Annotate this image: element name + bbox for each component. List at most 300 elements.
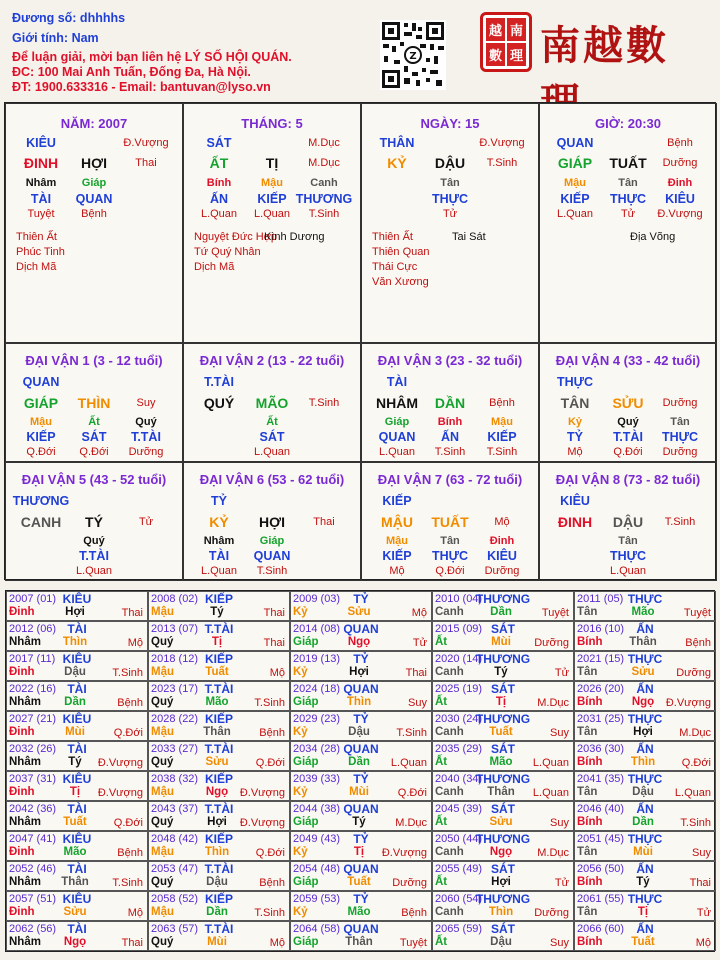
year-life-stage: Q.Đới bbox=[397, 787, 427, 799]
dai-van-life-stage: Suy bbox=[136, 397, 156, 409]
year-life-stage: Suy bbox=[550, 937, 569, 949]
year-cell[interactable]: 2028 (22) KIẾP Mậu Thân Bệnh bbox=[148, 711, 290, 741]
year-stem: Tân bbox=[577, 786, 598, 798]
pillar-cell[interactable] bbox=[5, 103, 183, 343]
dai-van-hidden-stem: Tân bbox=[618, 535, 638, 547]
dai-van-branch: TÝ bbox=[85, 514, 103, 530]
dai-van-hidden-stem: Kỷ bbox=[567, 416, 583, 428]
seal-icon: 越 南 數 理 bbox=[480, 12, 532, 72]
year-life-stage: Mộ bbox=[127, 907, 143, 919]
heavenly-stem: ĐINH bbox=[23, 155, 59, 171]
year-branch: Tý bbox=[210, 606, 224, 618]
year-branch: Dậu bbox=[490, 936, 512, 948]
qr-code-icon[interactable] bbox=[380, 20, 446, 90]
dai-van-hidden-god: ẤN bbox=[440, 430, 460, 444]
year-label: 2017 (11) bbox=[9, 653, 56, 665]
dai-van-title: ĐẠI VẬN 6 (53 - 62 tuổi) bbox=[199, 472, 345, 487]
year-label: 2030 (24) bbox=[435, 713, 483, 725]
year-cell[interactable]: 2064 (58) QUAN Giáp Thân Tuyệt bbox=[290, 921, 432, 951]
year-label: 2038 (32) bbox=[151, 773, 199, 785]
year-label: 2029 (23) bbox=[293, 713, 341, 725]
year-cell[interactable]: 2044 (38) QUAN Giáp Tý M.Dục bbox=[290, 801, 432, 831]
year-label: 2027 (21) bbox=[9, 713, 57, 725]
year-branch: Thìn bbox=[488, 906, 514, 918]
year-branch: Ngọ bbox=[205, 786, 229, 798]
year-cell[interactable]: 2053 (47) T.TÀI Quý Dậu Bệnh bbox=[148, 861, 290, 891]
year-branch: Hợi bbox=[207, 816, 227, 828]
year-cell[interactable]: 2023 (17) T.TÀI Quý Mão T.Sinh bbox=[148, 681, 290, 711]
year-branch: Tuất bbox=[63, 816, 87, 828]
year-life-stage: M.Dục bbox=[679, 727, 711, 739]
brand-logo bbox=[480, 12, 710, 72]
year-label: 2025 (19) bbox=[435, 683, 483, 695]
year-life-stage: M.Dục bbox=[537, 847, 569, 859]
year-cell[interactable]: 2060 (54) THƯƠNG Canh Thìn Dưỡng bbox=[432, 891, 574, 921]
hidden-ten-god: KIẾP bbox=[560, 192, 590, 206]
year-life-stage: Bệnh bbox=[259, 727, 285, 739]
year-label: 2061 (55) bbox=[577, 893, 625, 905]
hidden-ten-god: KIÊU bbox=[665, 192, 695, 206]
year-branch: Thân bbox=[203, 726, 231, 738]
year-label: 2028 (22) bbox=[151, 713, 199, 725]
year-cell[interactable]: 2027 (21) KIÊU Đinh Mùi Q.Đới bbox=[6, 711, 148, 741]
year-branch: Thân bbox=[487, 786, 515, 798]
year-label: 2060 (54) bbox=[435, 893, 483, 905]
year-life-stage: T.Sinh bbox=[680, 817, 711, 829]
year-life-stage: L.Quan bbox=[674, 787, 711, 799]
year-cell[interactable]: 2029 (23) TỶ Kỷ Dậu T.Sinh bbox=[290, 711, 432, 741]
dai-van-hidden-life: Mộ bbox=[389, 565, 405, 577]
dai-van-branch: TUẤT bbox=[431, 514, 469, 530]
dai-van-hidden-god: THỰC bbox=[431, 549, 469, 563]
year-branch: Dần bbox=[490, 606, 512, 618]
earthly-branch: DẬU bbox=[434, 155, 466, 171]
year-cell[interactable]: 2014 (08) QUAN Giáp Ngọ Tử bbox=[290, 621, 432, 651]
dai-van-hidden-god: KIẾP bbox=[26, 430, 56, 444]
year-branch: Mão bbox=[489, 756, 513, 768]
year-label: 2041 (35) bbox=[577, 773, 625, 785]
hidden-stem: Mậu bbox=[261, 177, 283, 189]
heavenly-stem: ẤT bbox=[209, 155, 229, 171]
year-stem: Giáp bbox=[293, 756, 319, 768]
year-stem: Nhâm bbox=[9, 816, 41, 828]
year-stem: Giáp bbox=[293, 876, 319, 888]
hidden-stem: Đinh bbox=[667, 177, 693, 189]
year-label: 2066 (60) bbox=[577, 923, 625, 935]
year-life-stage: L.Quan bbox=[532, 787, 569, 799]
year-branch: Ngọ bbox=[631, 696, 655, 708]
year-life-stage: T.Sinh bbox=[254, 697, 285, 709]
brand-text: 南越數 bbox=[540, 22, 669, 69]
year-stem: Nhâm bbox=[9, 756, 41, 768]
year-stem: Kỷ bbox=[293, 666, 308, 678]
year-cell[interactable]: 2036 (30) ẤN Bính Thìn Q.Đới bbox=[574, 741, 716, 771]
dai-van-hidden-life: L.Quan bbox=[609, 565, 647, 577]
contact-line: Để luận giải, mời bạn liên hệ LÝ SỐ HỘI QUÁN. bbox=[12, 50, 292, 64]
year-branch: Sửu bbox=[347, 606, 371, 618]
year-label: 2019 (13) bbox=[293, 653, 341, 665]
year-label: 2054 (48) bbox=[293, 863, 341, 875]
dai-van-hidden-stem: Đinh bbox=[489, 535, 515, 547]
dai-van-cell[interactable] bbox=[361, 343, 539, 462]
year-life-stage: Thai bbox=[405, 667, 427, 679]
star-name: Nguyệt Đức Hợp bbox=[194, 231, 278, 243]
year-stem: Bính bbox=[577, 816, 603, 828]
dai-van-life-stage: Bệnh bbox=[489, 397, 515, 409]
year-label: 2051 (45) bbox=[577, 833, 625, 845]
hidden-life-stage: Tử bbox=[620, 208, 636, 220]
dai-van-ten-god: THƯƠNG bbox=[12, 494, 70, 508]
hidden-ten-god: THỰC bbox=[609, 192, 647, 206]
year-cell[interactable]: 2017 (11) KIÊU Đinh Dậu T.Sinh bbox=[6, 651, 148, 681]
year-label: 2040 (34) bbox=[435, 773, 483, 785]
year-cell[interactable]: 2035 (29) SÁT Ất Mão L.Quan bbox=[432, 741, 574, 771]
dai-van-title: ĐẠI VẬN 5 (43 - 52 tuổi) bbox=[21, 472, 167, 487]
pillar-cell[interactable] bbox=[183, 103, 361, 343]
year-label: 2007 (01) bbox=[9, 593, 57, 605]
dai-van-hidden-life: Mộ bbox=[567, 446, 583, 458]
year-life-stage: Mộ bbox=[695, 937, 711, 949]
dai-van-hidden-life: Dưỡng bbox=[662, 446, 698, 458]
star-name: Phúc Tinh bbox=[16, 246, 65, 258]
dai-van-hidden-life: T.Sinh bbox=[256, 565, 288, 577]
dai-van-title: ĐẠI VẬN 1 (3 - 12 tuổi) bbox=[25, 353, 163, 368]
pillar-cell[interactable] bbox=[361, 103, 539, 343]
year-life-stage: Bệnh bbox=[117, 847, 143, 859]
year-cell[interactable]: 2054 (48) QUAN Giáp Tuất Dưỡng bbox=[290, 861, 432, 891]
dai-van-hidden-stem: Giáp bbox=[259, 535, 285, 547]
year-label: 2056 (50) bbox=[577, 863, 625, 875]
year-label: 2049 (43) bbox=[293, 833, 341, 845]
year-cell[interactable]: 2016 (10) ẤN Bính Thân Bệnh bbox=[574, 621, 716, 651]
hidden-ten-god: THƯƠNG bbox=[295, 192, 353, 206]
year-stem: Kỷ bbox=[293, 606, 308, 618]
year-stem: Nhâm bbox=[9, 936, 41, 948]
year-cell[interactable]: 2058 (52) KIẾP Mậu Dần T.Sinh bbox=[148, 891, 290, 921]
year-cell[interactable]: 2047 (41) KIÊU Đinh Mão Bệnh bbox=[6, 831, 148, 861]
year-branch: Tý bbox=[494, 666, 508, 678]
dai-van-hidden-stem: Nhâm bbox=[203, 535, 235, 547]
year-cell[interactable]: 2042 (36) TÀI Nhâm Tuất Q.Đới bbox=[6, 801, 148, 831]
dai-van-ten-god: TỶ bbox=[211, 494, 227, 508]
dai-van-hidden-life: Dưỡng bbox=[484, 565, 520, 577]
year-cell[interactable]: 2063 (57) T.TÀI Quý Mùi Mộ bbox=[148, 921, 290, 951]
dai-van-hidden-life: Q.Đới bbox=[613, 446, 643, 458]
pillar-title: NGÀY: 15 bbox=[420, 116, 480, 131]
year-stem: Canh bbox=[435, 606, 464, 618]
year-cell[interactable]: 2020 (14) THƯƠNG Canh Tý Tử bbox=[432, 651, 574, 681]
gender: Giới tính: Nam bbox=[12, 31, 99, 45]
year-stem: Tân bbox=[577, 726, 598, 738]
year-label: 2010 (04) bbox=[435, 593, 483, 605]
star-name: Dịch Mã bbox=[16, 261, 57, 273]
year-cell[interactable]: 2045 (39) SÁT Ất Sửu Suy bbox=[432, 801, 574, 831]
stem-life-stage: Đ.Vượng bbox=[479, 137, 525, 149]
year-cell[interactable]: 2010 (04) THƯƠNG Canh Dần Tuyệt bbox=[432, 591, 574, 621]
dai-van-ten-god: T.TÀI bbox=[204, 375, 234, 389]
year-stem: Canh bbox=[435, 666, 464, 678]
year-label: 2055 (49) bbox=[435, 863, 483, 875]
year-branch: Tị bbox=[353, 846, 365, 858]
year-life-stage: Suy bbox=[692, 847, 711, 859]
dai-van-title: ĐẠI VẬN 7 (63 - 72 tuổi) bbox=[377, 472, 523, 487]
dai-van-hidden-god: SÁT bbox=[81, 430, 107, 444]
year-cell[interactable]: 2013 (07) T.TÀI Quý Tị Thai bbox=[148, 621, 290, 651]
year-branch: Sửu bbox=[489, 816, 513, 828]
year-label: 2043 (37) bbox=[151, 803, 199, 815]
hidden-stem: Bính bbox=[206, 177, 232, 189]
year-life-stage: Thai bbox=[121, 937, 143, 949]
year-stem: Kỷ bbox=[293, 846, 308, 858]
year-label: 2013 (07) bbox=[151, 623, 199, 635]
svg-text:Z: Z bbox=[409, 51, 417, 62]
year-stem: Nhâm bbox=[9, 876, 41, 888]
branch-life-stage: Dưỡng bbox=[662, 157, 698, 169]
year-life-stage: Bệnh bbox=[685, 637, 711, 649]
year-cell[interactable]: 2056 (50) ẤN Bính Tý Thai bbox=[574, 861, 716, 891]
year-label: 2053 (47) bbox=[151, 863, 199, 875]
year-life-stage: Tử bbox=[554, 667, 569, 679]
year-life-stage: Thai bbox=[263, 637, 285, 649]
dai-van-hidden-god: THỰC bbox=[661, 430, 699, 444]
year-cell[interactable]: 2041 (35) THỰC Tân Dậu L.Quan bbox=[574, 771, 716, 801]
year-label: 2021 (15) bbox=[577, 653, 625, 665]
year-branch: Tuất bbox=[631, 936, 655, 948]
year-cell[interactable]: 2046 (40) ẤN Bính Dần T.Sinh bbox=[574, 801, 716, 831]
dai-van-hidden-life: T.Sinh bbox=[434, 446, 466, 458]
year-stem: Tân bbox=[577, 846, 598, 858]
year-label: 2014 (08) bbox=[293, 623, 341, 635]
stem-life-stage: Đ.Vượng bbox=[123, 137, 169, 149]
year-cell[interactable]: 2015 (09) SÁT Ất Mùi Dưỡng bbox=[432, 621, 574, 651]
year-cell[interactable]: 2011 (05) THỰC Tân Mão Tuyệt bbox=[574, 591, 716, 621]
year-cell[interactable]: 2025 (19) SÁT Ất Tị M.Dục bbox=[432, 681, 574, 711]
year-cell[interactable]: 2051 (45) THỰC Tân Mùi Suy bbox=[574, 831, 716, 861]
year-stem: Ất bbox=[435, 696, 448, 708]
year-label: 2058 (52) bbox=[151, 893, 199, 905]
year-cell[interactable]: 2012 (06) TÀI Nhâm Thìn Mộ bbox=[6, 621, 148, 651]
year-stem: Mậu bbox=[151, 606, 174, 618]
year-label: 2036 (30) bbox=[577, 743, 625, 755]
year-cell[interactable]: 2055 (49) SÁT Ất Hợi Tử bbox=[432, 861, 574, 891]
year-cell[interactable]: 2033 (27) T.TÀI Quý Sửu Q.Đới bbox=[148, 741, 290, 771]
year-cell[interactable]: 2032 (26) TÀI Nhâm Tý Đ.Vượng bbox=[6, 741, 148, 771]
dai-van-cell[interactable] bbox=[361, 462, 539, 581]
year-branch: Dần bbox=[348, 756, 370, 768]
year-life-stage: Mộ bbox=[411, 607, 427, 619]
year-life-stage: Tử bbox=[554, 877, 569, 889]
year-cell[interactable]: 2031 (25) THỰC Tân Hợi M.Dục bbox=[574, 711, 716, 741]
hidden-stem: Tân bbox=[618, 177, 638, 189]
year-life-stage: Đ.Vượng bbox=[239, 817, 285, 829]
dai-van-cell[interactable] bbox=[5, 462, 183, 581]
year-stem: Đinh bbox=[9, 786, 35, 798]
dai-van-hidden-life: L.Quan bbox=[200, 565, 238, 577]
year-life-stage: Đ.Vượng bbox=[665, 697, 711, 709]
dai-van-life-stage: T.Sinh bbox=[664, 516, 696, 528]
year-stem: Mậu bbox=[151, 726, 174, 738]
year-life-stage: Q.Đới bbox=[255, 757, 285, 769]
year-life-stage: Bệnh bbox=[259, 877, 285, 889]
hidden-life-stage: T.Sinh bbox=[308, 208, 340, 220]
year-label: 2042 (36) bbox=[9, 803, 57, 815]
year-life-stage: Suy bbox=[408, 697, 427, 709]
year-label: 2026 (20) bbox=[577, 683, 625, 695]
dai-van-hidden-stem: Giáp bbox=[384, 416, 410, 428]
year-cell[interactable]: 2026 (20) ẤN Bính Ngọ Đ.Vượng bbox=[574, 681, 716, 711]
year-stem: Quý bbox=[151, 636, 174, 648]
year-life-stage: L.Quan bbox=[390, 757, 427, 769]
branch-life-stage: M.Dục bbox=[308, 157, 340, 169]
dai-van-life-stage: T.Sinh bbox=[308, 397, 340, 409]
year-label: 2062 (56) bbox=[9, 923, 57, 935]
year-stem: Bính bbox=[577, 636, 603, 648]
year-cell[interactable]: 2008 (02) KIẾP Mậu Tý Thai bbox=[148, 591, 290, 621]
dai-van-hidden-life: Q.Đới bbox=[79, 446, 109, 458]
year-life-stage: Dưỡng bbox=[676, 667, 711, 679]
year-stem: Đinh bbox=[9, 846, 35, 858]
star-name: Thiên Ất bbox=[16, 231, 57, 243]
year-life-stage: Đ.Vượng bbox=[239, 787, 285, 799]
hidden-ten-god: THỰC bbox=[431, 192, 469, 206]
dai-van-hidden-stem: Bính bbox=[437, 416, 463, 428]
year-label: 2020 (14) bbox=[435, 653, 483, 665]
year-stem: Tân bbox=[577, 606, 598, 618]
year-label: 2022 (16) bbox=[9, 683, 57, 695]
year-stem: Kỷ bbox=[293, 786, 308, 798]
year-cell[interactable]: 2009 (03) TỶ Kỷ Sửu Mộ bbox=[290, 591, 432, 621]
year-branch: Thìn bbox=[62, 636, 88, 648]
dai-van-hidden-god: THỰC bbox=[609, 549, 647, 563]
year-cell[interactable]: 2039 (33) TỶ Kỷ Mùi Q.Đới bbox=[290, 771, 432, 801]
year-branch: Thân bbox=[345, 936, 373, 948]
year-branch: Hợi bbox=[633, 726, 653, 738]
dai-van-hidden-stem: Ất bbox=[266, 416, 278, 428]
hidden-stem: Giáp bbox=[81, 177, 107, 189]
year-cell[interactable]: 2062 (56) TÀI Nhâm Ngọ Thai bbox=[6, 921, 148, 951]
year-cell[interactable]: 2059 (53) TỶ Kỷ Mão Bệnh bbox=[290, 891, 432, 921]
year-life-stage: T.Sinh bbox=[396, 727, 427, 739]
year-cell[interactable]: 2024 (18) QUAN Giáp Thìn Suy bbox=[290, 681, 432, 711]
year-cell[interactable]: 2061 (55) THỰC Tân Tị Tử bbox=[574, 891, 716, 921]
year-branch: Dậu bbox=[632, 786, 654, 798]
dai-van-branch: SỬU bbox=[612, 395, 644, 411]
year-cell[interactable]: 2052 (46) TÀI Nhâm Thân T.Sinh bbox=[6, 861, 148, 891]
year-cell[interactable]: 2030 (24) THƯƠNG Canh Tuất Suy bbox=[432, 711, 574, 741]
star-name: Văn Xương bbox=[372, 276, 429, 288]
year-life-stage: Tử bbox=[412, 637, 427, 649]
year-label: 2059 (53) bbox=[293, 893, 341, 905]
dai-van-hidden-stem: Quý bbox=[83, 535, 105, 547]
year-branch: Mão bbox=[205, 696, 229, 708]
year-label: 2012 (06) bbox=[9, 623, 57, 635]
pillar-title: GIỜ: 20:30 bbox=[594, 116, 661, 131]
year-cell[interactable]: 2037 (31) KIÊU Đinh Tị Đ.Vượng bbox=[6, 771, 148, 801]
year-cell[interactable]: 2038 (32) KIẾP Mậu Ngọ Đ.Vượng bbox=[148, 771, 290, 801]
dai-van-cell[interactable] bbox=[183, 343, 361, 462]
dai-van-stem: GIÁP bbox=[23, 395, 59, 411]
year-cell[interactable]: 2043 (37) T.TÀI Quý Hợi Đ.Vượng bbox=[148, 801, 290, 831]
year-stem: Mậu bbox=[151, 846, 174, 858]
dai-van-hidden-stem: Ất bbox=[88, 416, 100, 428]
dai-van-stem: QUÝ bbox=[203, 395, 235, 411]
year-cell[interactable]: 2018 (12) KIẾP Mậu Tuất Mộ bbox=[148, 651, 290, 681]
stem-life-stage: Bệnh bbox=[667, 137, 693, 149]
year-stem: Canh bbox=[435, 786, 464, 798]
year-stem: Quý bbox=[151, 756, 174, 768]
year-branch: Dần bbox=[206, 906, 228, 918]
dai-van-cell[interactable] bbox=[539, 462, 717, 581]
year-stem: Đinh bbox=[9, 906, 35, 918]
year-cell[interactable]: 2066 (60) ẤN Bính Tuất Mộ bbox=[574, 921, 716, 951]
star-name: Thiên Quan bbox=[372, 246, 430, 258]
hidden-life-stage: L.Quan bbox=[253, 208, 291, 220]
year-cell[interactable]: 2021 (15) THỰC Tân Sửu Dưỡng bbox=[574, 651, 716, 681]
year-life-stage: Dưỡng bbox=[534, 907, 569, 919]
star-name: Thiên Ất bbox=[372, 231, 413, 243]
year-branch: Tuất bbox=[347, 876, 371, 888]
pillar-cell[interactable] bbox=[539, 103, 717, 343]
year-cell[interactable]: 2050 (44) THƯƠNG Canh Ngọ M.Dục bbox=[432, 831, 574, 861]
year-stem: Giáp bbox=[293, 696, 319, 708]
year-cell[interactable]: 2057 (51) KIÊU Đinh Sửu Mộ bbox=[6, 891, 148, 921]
year-cell[interactable]: 2040 (34) THƯƠNG Canh Thân L.Quan bbox=[432, 771, 574, 801]
year-label: 2023 (17) bbox=[151, 683, 199, 695]
year-cell[interactable]: 2034 (28) QUAN Giáp Dần L.Quan bbox=[290, 741, 432, 771]
dai-van-hidden-god: T.TÀI bbox=[613, 430, 643, 444]
hidden-ten-god: QUAN bbox=[75, 192, 113, 206]
dai-van-branch: DẬU bbox=[612, 514, 644, 530]
dai-van-cell[interactable] bbox=[539, 343, 717, 462]
year-branch: Dần bbox=[632, 816, 654, 828]
year-life-stage: Dưỡng bbox=[534, 637, 569, 649]
star-name-secondary: Kình Dương bbox=[264, 231, 325, 243]
year-branch: Hợi bbox=[65, 606, 85, 618]
year-cell[interactable]: 2049 (43) TỶ Kỷ Tị Đ.Vượng bbox=[290, 831, 432, 861]
year-life-stage: Suy bbox=[550, 727, 569, 739]
dai-van-ten-god: THỰC bbox=[556, 375, 594, 389]
pillar-title: THÁNG: 5 bbox=[241, 116, 303, 131]
dai-van-branch: THÌN bbox=[77, 395, 111, 411]
year-label: 2044 (38) bbox=[293, 803, 341, 815]
dai-van-branch: MÃO bbox=[255, 395, 289, 411]
star-name-secondary: Tai Sát bbox=[452, 231, 486, 243]
dai-van-title: ĐẠI VẬN 8 (73 - 82 tuổi) bbox=[555, 472, 701, 487]
dai-van-branch: DẦN bbox=[434, 395, 466, 411]
year-cell[interactable]: 2007 (01) KIÊU Đinh Hợi Thai bbox=[6, 591, 148, 621]
year-stem: Tân bbox=[577, 666, 598, 678]
year-label: 2048 (42) bbox=[151, 833, 199, 845]
branch-life-stage: T.Sinh bbox=[486, 157, 518, 169]
year-cell[interactable]: 2048 (42) KIẾP Mậu Thìn Q.Đới bbox=[148, 831, 290, 861]
year-branch: Tị bbox=[495, 696, 507, 708]
year-cell[interactable]: 2065 (59) SÁT Ất Dậu Suy bbox=[432, 921, 574, 951]
year-label: 2046 (40) bbox=[577, 803, 625, 815]
year-branch: Tị bbox=[211, 636, 223, 648]
hidden-ten-god: ẤN bbox=[209, 192, 229, 206]
year-life-stage: T.Sinh bbox=[112, 667, 143, 679]
year-branch: Sửu bbox=[63, 906, 87, 918]
year-stem: Tân bbox=[577, 906, 598, 918]
year-cell[interactable]: 2022 (16) TÀI Nhâm Dần Bệnh bbox=[6, 681, 148, 711]
dai-van-hidden-stem: Quý bbox=[135, 416, 157, 428]
year-cell[interactable]: 2019 (13) TỶ Kỷ Hợi Thai bbox=[290, 651, 432, 681]
year-branch: Tuất bbox=[489, 726, 513, 738]
year-branch: Mão bbox=[63, 846, 87, 858]
dai-van-cell[interactable] bbox=[183, 462, 361, 581]
earthly-branch: TUẤT bbox=[609, 155, 647, 171]
dai-van-cell[interactable] bbox=[5, 343, 183, 462]
